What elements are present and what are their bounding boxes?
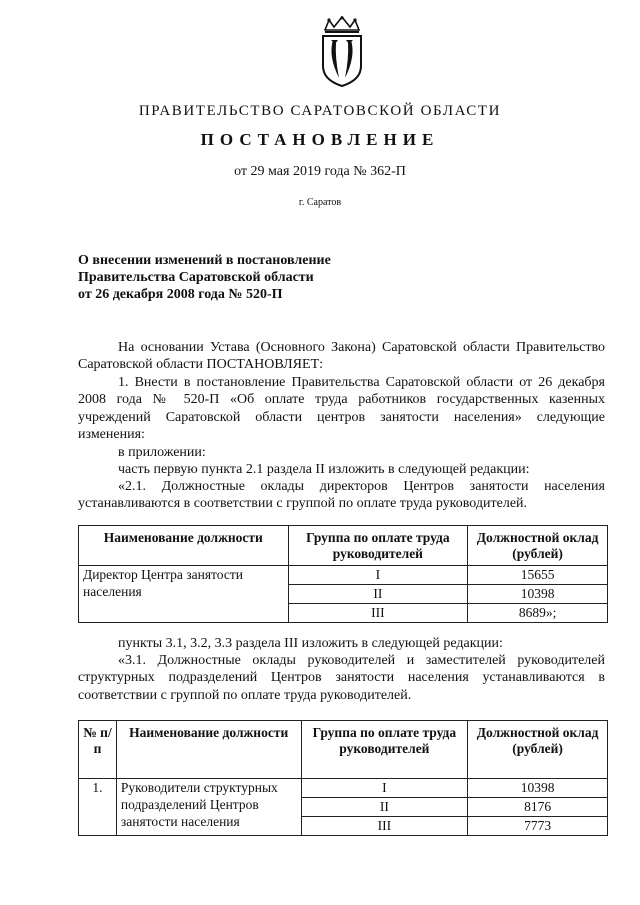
- group-cell: II: [301, 798, 468, 817]
- quote-3-1-paragraph: «3.1. Должностные оклады руководителей и заместителей руководителей структурных подразделений Центров занятости населения устанавливаются в соответствии с группой по оплате труда руководителей.: [78, 653, 605, 703]
- in-appendix-line: в приложении:: [118, 445, 206, 460]
- row-number-cell: 1.: [79, 779, 117, 836]
- salary-cell: 10398: [468, 585, 608, 604]
- decree-date-number: от 29 мая 2019 года № 362-П: [234, 164, 406, 179]
- salary-cell: 15655: [468, 566, 608, 585]
- part-first-line: часть первую пункта 2.1 раздела II изложить в следующей редакции:: [118, 462, 530, 477]
- title-line: от 26 декабря 2008 года № 520-П: [78, 287, 283, 302]
- title-line: Правительства Саратовской области: [78, 270, 314, 285]
- group-cell: I: [288, 566, 468, 585]
- table-header: Должностной оклад (рублей): [468, 721, 608, 779]
- basis-paragraph: На основании Устава (Основного Закона) Саратовской области Правительство Саратовской области ПОСТАНОВЛЯЕТ:: [78, 340, 605, 373]
- item-1-paragraph: 1. Внести в постановление Правительства Саратовской области от 26 декабря 2008 года № 520-П «Об оплате труда работников государственных казенных учреждений Саратовской области центров занятости населения» следующие изменения:: [78, 375, 605, 443]
- salary-cell: 8176: [468, 798, 608, 817]
- decree-title: [78, 252, 478, 303]
- table-header: Наименование должности: [116, 721, 301, 779]
- group-cell: III: [301, 817, 468, 836]
- city: г. Саратов: [298, 197, 342, 208]
- table-header: Наименование должности: [79, 526, 289, 566]
- group-cell: I: [301, 779, 468, 798]
- table-header: № п/п: [79, 721, 117, 779]
- group-cell: II: [288, 585, 468, 604]
- salary-table-directors: [78, 525, 608, 623]
- saratov-coat-of-arms-emblem: [319, 16, 365, 88]
- points-3-line: пункты 3.1, 3.2, 3.3 раздела III изложить в следующей редакции:: [118, 636, 503, 651]
- quote-2-1-paragraph: «2.1. Должностные оклады директоров Центров занятости населения устанавливаются в соответствии с группой по оплате труда руководителей.: [78, 479, 605, 512]
- salary-cell: 8689»;: [468, 604, 608, 623]
- salary-table-department-heads: [78, 720, 608, 836]
- position-cell: Руководители структурных подразделений Центров занятости населения: [116, 779, 301, 836]
- table-header: Группа по оплате труда руководителей: [288, 526, 468, 566]
- salary-cell: 7773: [468, 817, 608, 836]
- position-cell: Директор Центра занятости населения: [79, 566, 289, 623]
- title-line: О внесении изменений в постановление: [78, 253, 331, 268]
- government-name: ПРАВИТЕЛЬСТВО САРАТОВСКОЙ ОБЛАСТИ: [138, 103, 502, 119]
- document-type: ПОСТАНОВЛЕНИЕ: [200, 130, 440, 149]
- group-cell: III: [288, 604, 468, 623]
- table-header: Группа по оплате труда руководителей: [301, 721, 468, 779]
- table-header: Должностной оклад (рублей): [468, 526, 608, 566]
- salary-cell: 10398: [468, 779, 608, 798]
